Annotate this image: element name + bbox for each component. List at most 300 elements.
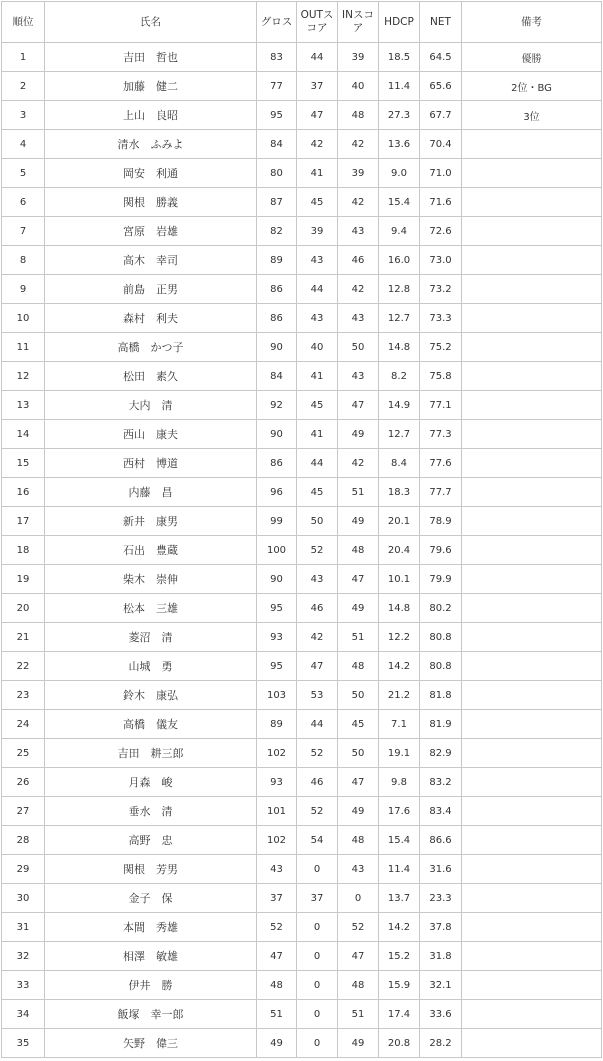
name-cell: 山城 勇 xyxy=(45,652,257,681)
out-score-cell: 53 xyxy=(297,681,338,710)
gross-cell: 86 xyxy=(257,275,297,304)
in-score-cell: 49 xyxy=(338,420,379,449)
name-cell: 高野 忠 xyxy=(45,826,257,855)
out-score-cell: 44 xyxy=(297,710,338,739)
in-score-cell: 46 xyxy=(338,246,379,275)
rank-cell: 11 xyxy=(2,333,45,362)
in-score-cell: 47 xyxy=(338,942,379,971)
in-score-cell: 48 xyxy=(338,826,379,855)
table-row xyxy=(2,797,602,826)
in-score-cell: 49 xyxy=(338,797,379,826)
out-score-cell: 44 xyxy=(297,449,338,478)
gross-cell: 87 xyxy=(257,188,297,217)
rank-cell: 3 xyxy=(2,101,45,130)
name-cell: 金子 保 xyxy=(45,884,257,913)
gross-cell: 95 xyxy=(257,101,297,130)
net-cell: 70.4 xyxy=(420,130,462,159)
table-row xyxy=(2,536,602,565)
hdcp-cell: 27.3 xyxy=(379,101,420,130)
rank-cell: 20 xyxy=(2,594,45,623)
net-cell: 28.2 xyxy=(420,1029,462,1058)
net-cell: 23.3 xyxy=(420,884,462,913)
out-score-cell: 40 xyxy=(297,333,338,362)
name-cell: 加藤 健二 xyxy=(45,72,257,101)
table-row xyxy=(2,478,602,507)
name-cell: 垂水 清 xyxy=(45,797,257,826)
rank-cell: 24 xyxy=(2,710,45,739)
hdcp-cell: 9.0 xyxy=(379,159,420,188)
gross-cell: 48 xyxy=(257,971,297,1000)
in-score-cell: 48 xyxy=(338,101,379,130)
rank-cell: 1 xyxy=(2,43,45,72)
name-cell: 大内 清 xyxy=(45,391,257,420)
rank-cell: 9 xyxy=(2,275,45,304)
net-cell: 75.8 xyxy=(420,362,462,391)
gross-cell: 90 xyxy=(257,565,297,594)
out-score-cell: 45 xyxy=(297,391,338,420)
out-score-cell: 39 xyxy=(297,217,338,246)
gross-cell: 96 xyxy=(257,478,297,507)
net-cell: 79.6 xyxy=(420,536,462,565)
name-cell: 宮原 岩雄 xyxy=(45,217,257,246)
in-score-cell: 51 xyxy=(338,623,379,652)
rank-cell: 26 xyxy=(2,768,45,797)
hdcp-cell: 9.4 xyxy=(379,217,420,246)
rank-cell: 13 xyxy=(2,391,45,420)
in-score-cell: 47 xyxy=(338,391,379,420)
header-name: 氏名 xyxy=(45,2,257,43)
net-cell: 73.3 xyxy=(420,304,462,333)
gross-cell: 86 xyxy=(257,304,297,333)
hdcp-cell: 14.2 xyxy=(379,652,420,681)
gross-cell: 77 xyxy=(257,72,297,101)
net-cell: 80.2 xyxy=(420,594,462,623)
rank-cell: 34 xyxy=(2,1000,45,1029)
name-cell: 西村 博道 xyxy=(45,449,257,478)
hdcp-cell: 12.8 xyxy=(379,275,420,304)
in-score-cell: 42 xyxy=(338,130,379,159)
out-score-cell: 0 xyxy=(297,1029,338,1058)
remarks-cell xyxy=(462,188,602,217)
rank-cell: 22 xyxy=(2,652,45,681)
header-remarks: 備考 xyxy=(462,2,602,43)
remarks-cell xyxy=(462,304,602,333)
gross-cell: 52 xyxy=(257,913,297,942)
table-row xyxy=(2,275,602,304)
gross-cell: 90 xyxy=(257,333,297,362)
remarks-cell xyxy=(462,652,602,681)
out-score-cell: 41 xyxy=(297,420,338,449)
net-cell: 71.0 xyxy=(420,159,462,188)
in-score-cell: 48 xyxy=(338,536,379,565)
name-cell: 菱沼 清 xyxy=(45,623,257,652)
net-cell: 79.9 xyxy=(420,565,462,594)
name-cell: 松本 三雄 xyxy=(45,594,257,623)
hdcp-cell: 12.7 xyxy=(379,420,420,449)
header-gross: グロス xyxy=(257,2,297,43)
gross-cell: 82 xyxy=(257,217,297,246)
in-score-cell: 0 xyxy=(338,884,379,913)
out-score-cell: 37 xyxy=(297,72,338,101)
out-score-cell: 43 xyxy=(297,304,338,333)
results-table xyxy=(1,1,602,1058)
net-cell: 81.9 xyxy=(420,710,462,739)
header-out-score: OUTスコア xyxy=(297,2,338,43)
net-cell: 73.0 xyxy=(420,246,462,275)
net-cell: 77.1 xyxy=(420,391,462,420)
out-score-cell: 52 xyxy=(297,536,338,565)
in-score-cell: 43 xyxy=(338,304,379,333)
table-row xyxy=(2,43,602,72)
gross-cell: 89 xyxy=(257,710,297,739)
name-cell: 岡安 利通 xyxy=(45,159,257,188)
net-cell: 82.9 xyxy=(420,739,462,768)
table-row xyxy=(2,101,602,130)
remarks-cell xyxy=(462,217,602,246)
rank-cell: 23 xyxy=(2,681,45,710)
out-score-cell: 42 xyxy=(297,623,338,652)
name-cell: 吉田 哲也 xyxy=(45,43,257,72)
name-cell: 相澤 敏雄 xyxy=(45,942,257,971)
remarks-cell: 3位 xyxy=(462,101,602,130)
remarks-cell xyxy=(462,710,602,739)
remarks-cell xyxy=(462,623,602,652)
remarks-cell xyxy=(462,594,602,623)
in-score-cell: 49 xyxy=(338,507,379,536)
name-cell: 上山 良昭 xyxy=(45,101,257,130)
rank-cell: 6 xyxy=(2,188,45,217)
remarks-cell xyxy=(462,362,602,391)
out-score-cell: 45 xyxy=(297,188,338,217)
gross-cell: 103 xyxy=(257,681,297,710)
gross-cell: 37 xyxy=(257,884,297,913)
table-row xyxy=(2,391,602,420)
name-cell: 西山 康夫 xyxy=(45,420,257,449)
in-score-cell: 48 xyxy=(338,652,379,681)
table-row xyxy=(2,710,602,739)
table-row xyxy=(2,72,602,101)
gross-cell: 93 xyxy=(257,768,297,797)
in-score-cell: 40 xyxy=(338,72,379,101)
table-row xyxy=(2,826,602,855)
hdcp-cell: 18.5 xyxy=(379,43,420,72)
net-cell: 78.9 xyxy=(420,507,462,536)
in-score-cell: 50 xyxy=(338,681,379,710)
table-row xyxy=(2,333,602,362)
in-score-cell: 47 xyxy=(338,565,379,594)
net-cell: 65.6 xyxy=(420,72,462,101)
name-cell: 高木 幸司 xyxy=(45,246,257,275)
out-score-cell: 46 xyxy=(297,768,338,797)
out-score-cell: 0 xyxy=(297,942,338,971)
remarks-cell: 優勝 xyxy=(462,43,602,72)
in-score-cell: 50 xyxy=(338,739,379,768)
table-row xyxy=(2,855,602,884)
header-in-score: INスコア xyxy=(338,2,379,43)
name-cell: 前島 正男 xyxy=(45,275,257,304)
name-cell: 関根 勝義 xyxy=(45,188,257,217)
rank-cell: 21 xyxy=(2,623,45,652)
hdcp-cell: 21.2 xyxy=(379,681,420,710)
gross-cell: 80 xyxy=(257,159,297,188)
name-cell: 本間 秀雄 xyxy=(45,913,257,942)
net-cell: 75.2 xyxy=(420,333,462,362)
in-score-cell: 50 xyxy=(338,333,379,362)
rank-cell: 29 xyxy=(2,855,45,884)
name-cell: 鈴木 康弘 xyxy=(45,681,257,710)
table-row xyxy=(2,739,602,768)
table-row xyxy=(2,507,602,536)
rank-cell: 12 xyxy=(2,362,45,391)
out-score-cell: 54 xyxy=(297,826,338,855)
hdcp-cell: 16.0 xyxy=(379,246,420,275)
out-score-cell: 52 xyxy=(297,739,338,768)
out-score-cell: 47 xyxy=(297,652,338,681)
net-cell: 81.8 xyxy=(420,681,462,710)
hdcp-cell: 11.4 xyxy=(379,72,420,101)
out-score-cell: 43 xyxy=(297,246,338,275)
hdcp-cell: 15.4 xyxy=(379,826,420,855)
rank-cell: 31 xyxy=(2,913,45,942)
rank-cell: 27 xyxy=(2,797,45,826)
hdcp-cell: 12.7 xyxy=(379,304,420,333)
remarks-cell xyxy=(462,159,602,188)
in-score-cell: 49 xyxy=(338,1029,379,1058)
gross-cell: 90 xyxy=(257,420,297,449)
remarks-cell xyxy=(462,333,602,362)
out-score-cell: 50 xyxy=(297,507,338,536)
net-cell: 32.1 xyxy=(420,971,462,1000)
in-score-cell: 51 xyxy=(338,1000,379,1029)
remarks-cell xyxy=(462,449,602,478)
remarks-cell: 2位・BG xyxy=(462,72,602,101)
name-cell: 松田 素久 xyxy=(45,362,257,391)
rank-cell: 32 xyxy=(2,942,45,971)
remarks-cell xyxy=(462,275,602,304)
gross-cell: 83 xyxy=(257,43,297,72)
gross-cell: 95 xyxy=(257,594,297,623)
in-score-cell: 42 xyxy=(338,449,379,478)
table-row xyxy=(2,681,602,710)
in-score-cell: 42 xyxy=(338,275,379,304)
header-hdcp: HDCP xyxy=(379,2,420,43)
hdcp-cell: 12.2 xyxy=(379,623,420,652)
rank-cell: 8 xyxy=(2,246,45,275)
hdcp-cell: 8.2 xyxy=(379,362,420,391)
gross-cell: 51 xyxy=(257,1000,297,1029)
in-score-cell: 39 xyxy=(338,43,379,72)
rank-cell: 17 xyxy=(2,507,45,536)
table-row xyxy=(2,246,602,275)
net-cell: 71.6 xyxy=(420,188,462,217)
name-cell: 関根 芳男 xyxy=(45,855,257,884)
out-score-cell: 44 xyxy=(297,43,338,72)
table-row xyxy=(2,942,602,971)
in-score-cell: 43 xyxy=(338,855,379,884)
table-row xyxy=(2,768,602,797)
gross-cell: 84 xyxy=(257,130,297,159)
hdcp-cell: 15.2 xyxy=(379,942,420,971)
out-score-cell: 0 xyxy=(297,1000,338,1029)
remarks-cell xyxy=(462,246,602,275)
gross-cell: 84 xyxy=(257,362,297,391)
name-cell: 新井 康男 xyxy=(45,507,257,536)
table-row xyxy=(2,971,602,1000)
in-score-cell: 47 xyxy=(338,768,379,797)
remarks-cell xyxy=(462,507,602,536)
out-score-cell: 47 xyxy=(297,101,338,130)
gross-cell: 49 xyxy=(257,1029,297,1058)
in-score-cell: 45 xyxy=(338,710,379,739)
table-row xyxy=(2,913,602,942)
table-row xyxy=(2,217,602,246)
hdcp-cell: 11.4 xyxy=(379,855,420,884)
net-cell: 73.2 xyxy=(420,275,462,304)
gross-cell: 102 xyxy=(257,739,297,768)
remarks-cell xyxy=(462,942,602,971)
name-cell: 清水 ふみよ xyxy=(45,130,257,159)
net-cell: 77.7 xyxy=(420,478,462,507)
rank-cell: 28 xyxy=(2,826,45,855)
remarks-cell xyxy=(462,1029,602,1058)
table-row xyxy=(2,420,602,449)
out-score-cell: 0 xyxy=(297,913,338,942)
remarks-cell xyxy=(462,130,602,159)
gross-cell: 43 xyxy=(257,855,297,884)
out-score-cell: 43 xyxy=(297,565,338,594)
hdcp-cell: 18.3 xyxy=(379,478,420,507)
out-score-cell: 45 xyxy=(297,478,338,507)
out-score-cell: 41 xyxy=(297,362,338,391)
in-score-cell: 51 xyxy=(338,478,379,507)
in-score-cell: 48 xyxy=(338,971,379,1000)
name-cell: 高橋 儀友 xyxy=(45,710,257,739)
hdcp-cell: 17.6 xyxy=(379,797,420,826)
hdcp-cell: 14.9 xyxy=(379,391,420,420)
hdcp-cell: 13.7 xyxy=(379,884,420,913)
net-cell: 33.6 xyxy=(420,1000,462,1029)
rank-cell: 35 xyxy=(2,1029,45,1058)
net-cell: 37.8 xyxy=(420,913,462,942)
table-row xyxy=(2,159,602,188)
rank-cell: 16 xyxy=(2,478,45,507)
name-cell: 吉田 耕三郎 xyxy=(45,739,257,768)
net-cell: 72.6 xyxy=(420,217,462,246)
name-cell: 月森 峻 xyxy=(45,768,257,797)
in-score-cell: 42 xyxy=(338,188,379,217)
table-row xyxy=(2,449,602,478)
net-cell: 31.6 xyxy=(420,855,462,884)
net-cell: 86.6 xyxy=(420,826,462,855)
table-row xyxy=(2,1000,602,1029)
name-cell: 矢野 偉三 xyxy=(45,1029,257,1058)
gross-cell: 89 xyxy=(257,246,297,275)
remarks-cell xyxy=(462,826,602,855)
rank-cell: 33 xyxy=(2,971,45,1000)
header-rank: 順位 xyxy=(2,2,45,43)
table-row xyxy=(2,1029,602,1058)
gross-cell: 95 xyxy=(257,652,297,681)
remarks-cell xyxy=(462,478,602,507)
hdcp-cell: 20.1 xyxy=(379,507,420,536)
name-cell: 伊井 勝 xyxy=(45,971,257,1000)
table-row xyxy=(2,652,602,681)
name-cell: 内藤 昌 xyxy=(45,478,257,507)
net-cell: 67.7 xyxy=(420,101,462,130)
gross-cell: 47 xyxy=(257,942,297,971)
gross-cell: 86 xyxy=(257,449,297,478)
remarks-cell xyxy=(462,884,602,913)
table-row xyxy=(2,884,602,913)
rank-cell: 25 xyxy=(2,739,45,768)
rank-cell: 5 xyxy=(2,159,45,188)
out-score-cell: 44 xyxy=(297,275,338,304)
remarks-cell xyxy=(462,768,602,797)
name-cell: 森村 利夫 xyxy=(45,304,257,333)
table-row xyxy=(2,304,602,333)
hdcp-cell: 17.4 xyxy=(379,1000,420,1029)
remarks-cell xyxy=(462,913,602,942)
in-score-cell: 43 xyxy=(338,362,379,391)
gross-cell: 102 xyxy=(257,826,297,855)
rank-cell: 15 xyxy=(2,449,45,478)
header-row xyxy=(2,2,602,43)
net-cell: 64.5 xyxy=(420,43,462,72)
net-cell: 31.8 xyxy=(420,942,462,971)
name-cell: 柴木 崇伸 xyxy=(45,565,257,594)
remarks-cell xyxy=(462,1000,602,1029)
hdcp-cell: 8.4 xyxy=(379,449,420,478)
net-cell: 77.3 xyxy=(420,420,462,449)
rank-cell: 30 xyxy=(2,884,45,913)
gross-cell: 99 xyxy=(257,507,297,536)
net-cell: 80.8 xyxy=(420,623,462,652)
table-row xyxy=(2,362,602,391)
hdcp-cell: 14.8 xyxy=(379,333,420,362)
net-cell: 77.6 xyxy=(420,449,462,478)
rank-cell: 7 xyxy=(2,217,45,246)
gross-cell: 100 xyxy=(257,536,297,565)
hdcp-cell: 15.9 xyxy=(379,971,420,1000)
rank-cell: 10 xyxy=(2,304,45,333)
name-cell: 高橋 かつ子 xyxy=(45,333,257,362)
remarks-cell xyxy=(462,971,602,1000)
net-cell: 83.4 xyxy=(420,797,462,826)
net-cell: 80.8 xyxy=(420,652,462,681)
in-score-cell: 49 xyxy=(338,594,379,623)
rank-cell: 14 xyxy=(2,420,45,449)
out-score-cell: 41 xyxy=(297,159,338,188)
rank-cell: 19 xyxy=(2,565,45,594)
remarks-cell xyxy=(462,739,602,768)
table-row xyxy=(2,188,602,217)
remarks-cell xyxy=(462,420,602,449)
rank-cell: 4 xyxy=(2,130,45,159)
hdcp-cell: 9.8 xyxy=(379,768,420,797)
remarks-cell xyxy=(462,681,602,710)
net-cell: 83.2 xyxy=(420,768,462,797)
out-score-cell: 52 xyxy=(297,797,338,826)
hdcp-cell: 14.2 xyxy=(379,913,420,942)
table-row xyxy=(2,594,602,623)
table-row xyxy=(2,623,602,652)
hdcp-cell: 7.1 xyxy=(379,710,420,739)
header-net: NET xyxy=(420,2,462,43)
gross-cell: 93 xyxy=(257,623,297,652)
in-score-cell: 43 xyxy=(338,217,379,246)
remarks-cell xyxy=(462,855,602,884)
table-row xyxy=(2,565,602,594)
